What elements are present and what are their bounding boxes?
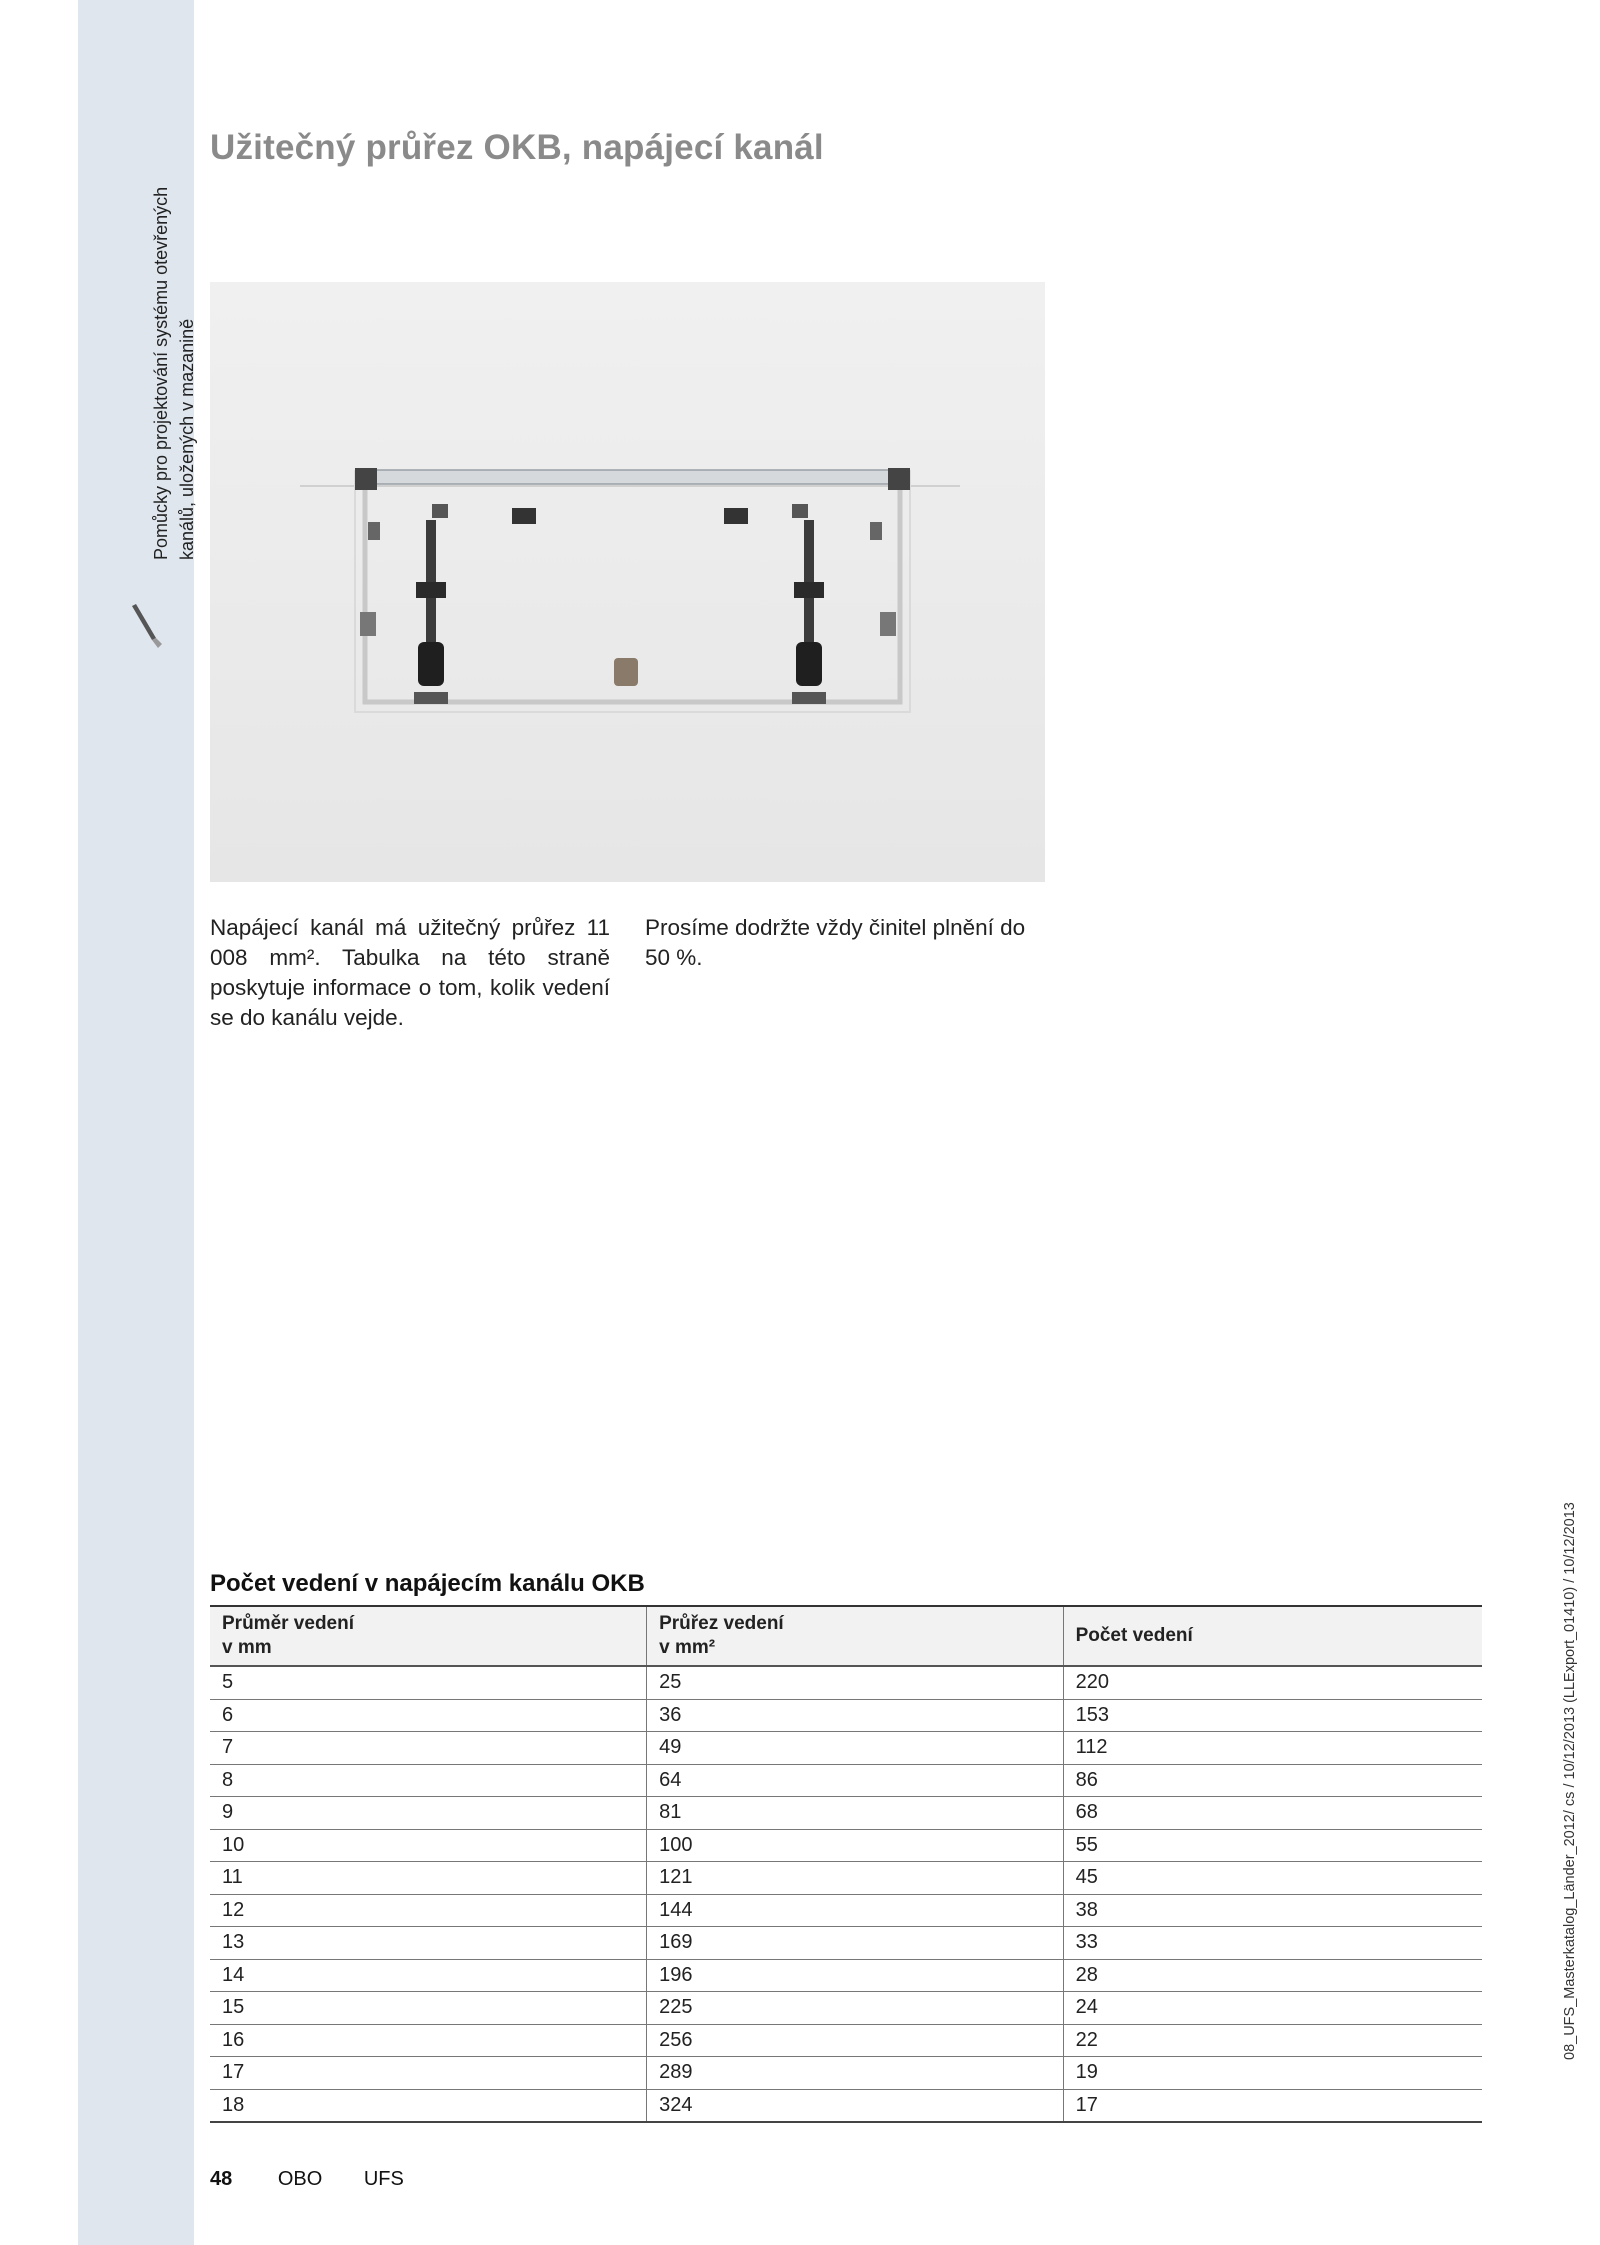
cell-cross-section: 64	[647, 1764, 1063, 1797]
cell-cross-section: 144	[647, 1894, 1063, 1927]
cell-diameter: 12	[210, 1894, 647, 1927]
cell-cable-count: 112	[1063, 1732, 1482, 1765]
table-header-row	[210, 1606, 1482, 1666]
cell-cross-section: 225	[647, 1992, 1063, 2025]
header-cross-section	[647, 1606, 1063, 1666]
cell-cable-count: 220	[1063, 1666, 1482, 1699]
intro-text: Napájecí kanál má užitečný průřez 11 008 mm². Tabulka na této straně poskytuje informace o tom, kolik vedení se do kanálu vejde.	[210, 915, 610, 1030]
table-row	[210, 1797, 1482, 1830]
page-footer	[210, 2168, 440, 2191]
cell-cross-section: 121	[647, 1862, 1063, 1895]
cell-cable-count: 86	[1063, 1764, 1482, 1797]
cell-cable-count: 24	[1063, 1992, 1482, 2025]
cell-cable-count: 153	[1063, 1699, 1482, 1732]
cell-cable-count: 19	[1063, 2057, 1482, 2090]
header-cable-count: Počet vedení	[1063, 1606, 1482, 1666]
cell-diameter: 17	[210, 2057, 647, 2090]
fill-factor-note: Prosíme dodržte vždy činitel plnění do 50 %.	[645, 915, 1026, 970]
table-row	[210, 1992, 1482, 2025]
cell-cross-section: 81	[647, 1797, 1063, 1830]
cell-diameter: 8	[210, 1764, 647, 1797]
sidebar-label-line2: kanálů, uložených v mazanině	[177, 318, 197, 560]
cell-diameter: 7	[210, 1732, 647, 1765]
header-cross-section-line1: Průřez vedení	[659, 1613, 784, 1634]
cell-cross-section: 49	[647, 1732, 1063, 1765]
cell-diameter: 10	[210, 1829, 647, 1862]
table-row	[210, 1699, 1482, 1732]
table-row	[210, 1829, 1482, 1862]
cell-cable-count: 33	[1063, 1927, 1482, 1960]
footer-product: UFS	[363, 2168, 404, 2190]
table-row	[210, 1959, 1482, 1992]
page-title: Užitečný průřez OKB, napájecí kanál	[210, 128, 824, 167]
table-title: Počet vedení v napájecím kanálu OKB	[210, 1570, 645, 1597]
table-row	[210, 1666, 1482, 1699]
cell-diameter: 18	[210, 2089, 647, 2122]
table-row	[210, 2057, 1482, 2090]
cell-cable-count: 22	[1063, 2024, 1482, 2057]
cell-cross-section: 36	[647, 1699, 1063, 1732]
cell-diameter: 11	[210, 1862, 647, 1895]
table-row	[210, 1894, 1482, 1927]
cable-count-table	[210, 1605, 1482, 2123]
table-row	[210, 2089, 1482, 2122]
page-number: 48	[210, 2168, 233, 2190]
header-diameter-line1: Průměr vedení	[222, 1613, 354, 1634]
cell-cable-count: 55	[1063, 1829, 1482, 1862]
cell-diameter: 5	[210, 1666, 647, 1699]
cell-diameter: 13	[210, 1927, 647, 1960]
table-row	[210, 1732, 1482, 1765]
header-diameter	[210, 1606, 647, 1666]
sidebar-label-line1: Pomůcky pro projektování systému otevřených	[151, 186, 171, 560]
channel-cross-section-photo	[210, 282, 1045, 882]
table-row	[210, 1862, 1482, 1895]
document-reference: 08_UFS_Masterkatalog_Länder_2012/ cs / 10/12/2013 (LLExport_01410) / 10/12/2013	[1562, 1502, 1578, 2060]
header-diameter-line2: v mm	[222, 1637, 272, 1658]
cell-cross-section: 256	[647, 2024, 1063, 2057]
cell-diameter: 6	[210, 1699, 647, 1732]
cell-diameter: 9	[210, 1797, 647, 1830]
table-row	[210, 1764, 1482, 1797]
cell-cable-count: 17	[1063, 2089, 1482, 2122]
table-body	[210, 1666, 1482, 2122]
cell-cross-section: 196	[647, 1959, 1063, 1992]
tool-icon	[126, 592, 166, 652]
sidebar-label	[148, 40, 200, 560]
cell-diameter: 15	[210, 1992, 647, 2025]
header-cross-section-line2: v mm²	[659, 1637, 716, 1658]
table-row	[210, 2024, 1482, 2057]
footer-brand: OBO	[277, 2168, 323, 2190]
cell-cross-section: 289	[647, 2057, 1063, 2090]
cell-cable-count: 38	[1063, 1894, 1482, 1927]
cell-diameter: 14	[210, 1959, 647, 1992]
cell-cross-section: 25	[647, 1666, 1063, 1699]
cell-cross-section: 324	[647, 2089, 1063, 2122]
cell-cross-section: 100	[647, 1829, 1063, 1862]
cell-cross-section: 169	[647, 1927, 1063, 1960]
cell-cable-count: 28	[1063, 1959, 1482, 1992]
cell-cable-count: 45	[1063, 1862, 1482, 1895]
table-row	[210, 1927, 1482, 1960]
cell-diameter: 16	[210, 2024, 647, 2057]
cell-cable-count: 68	[1063, 1797, 1482, 1830]
